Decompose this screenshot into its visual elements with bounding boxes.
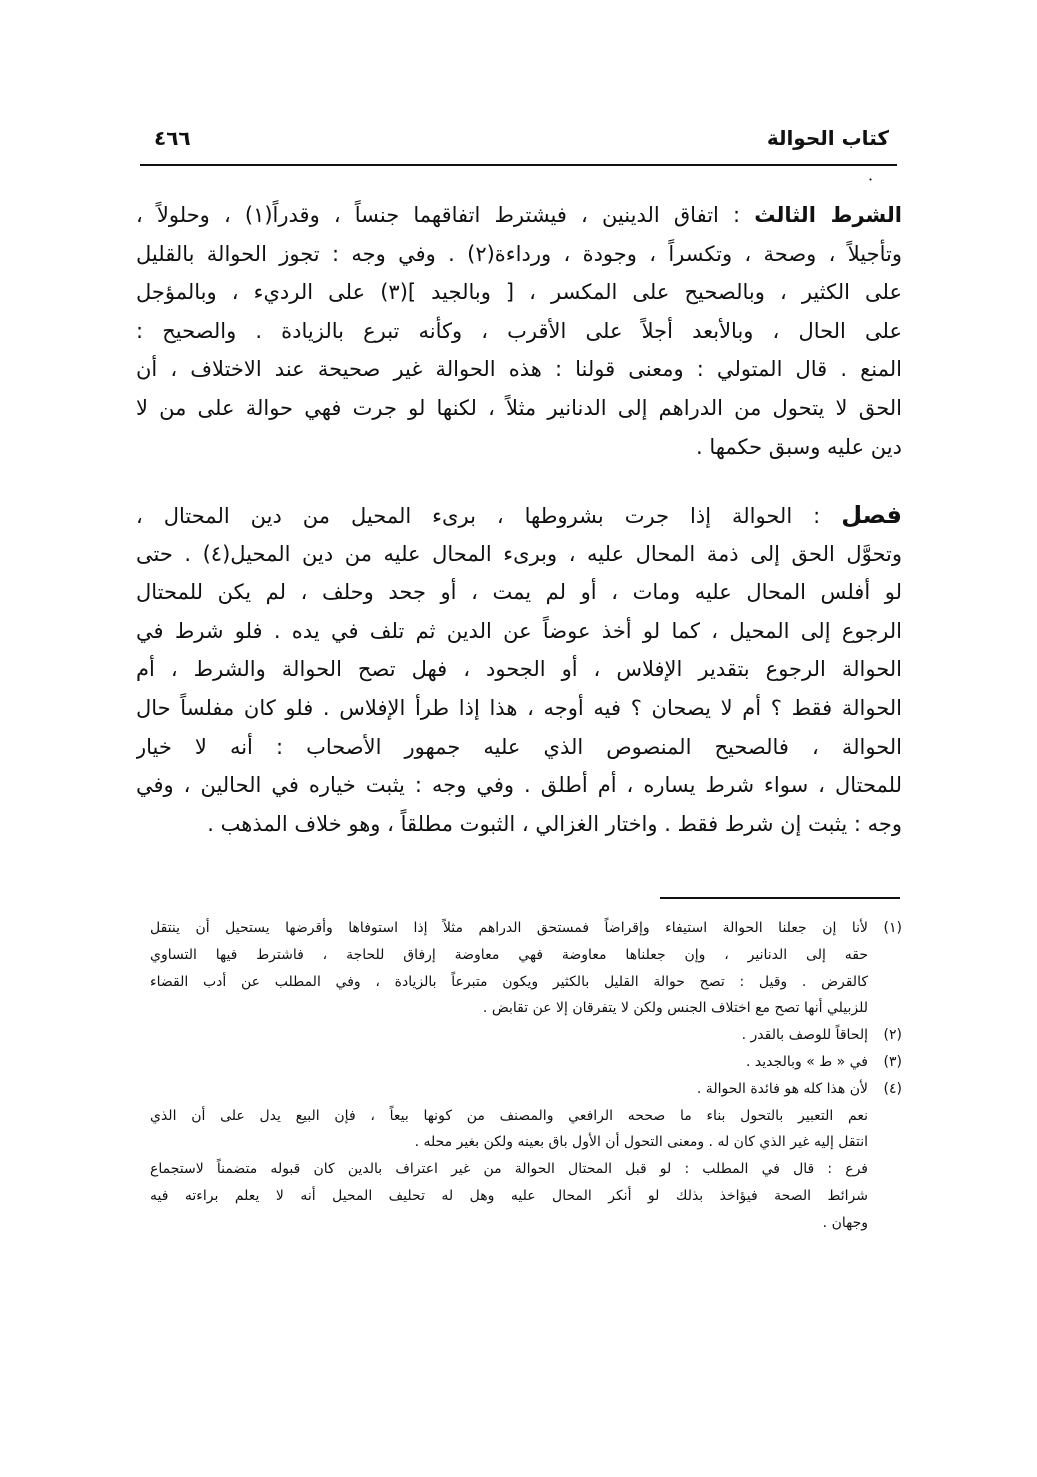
chapter-title: كتاب الحوالة bbox=[766, 126, 889, 150]
footnote-number: (٢) bbox=[883, 1027, 902, 1044]
footnote-4: (٤)لأن هذا كله هو فائدة الحوالة . نعم التعبير بالتحول بناء ما صححه الرافعي والمصنف من كونها بيعاً ، فإن البيع يدل على أن الذي انتقل إليه غير الذي كان له . ومعنى التحول أن الأول باق بعينه ولكن بغير محله . فرع : قال في المطلب : لو قبل المحتال الحوالة من غير اعتراف بالدين كان قبوله متضمناً لاستجماع شرائط الصحة فيؤاخذ بذلك لو أنكر المحال عليه وهل له تحليف المحيل أنه لا يعلم براءته فيه وجهان . bbox=[150, 1076, 902, 1237]
footnote-1: (١)لأنا إن جعلنا الحوالة استيفاء وإقراضاً فمستحق الدراهم مثلاً إذا استوفاها وأقرضها يستحيل أن ينتقل حقه إلى الدنانير ، وإن جعلناها معاوضة فهي معاوضة إرفاق للحاجة ، فاشترط فيها التساوي كالقرض . وقيل : تصح حوالة القليل بالكثير ويكون متبرعاً بالزيادة ، وفي المطلب عن أدب القضاء للزبيلي أنها تصح مع اختلاف الجنس ولكن لا يتفرقان إلا عن تقابض . bbox=[150, 915, 902, 1022]
text-line: على الكثير ، وبالصحيح على المكسر ، [ وبالجيد ](٣) على الرديء ، وبالمؤجل bbox=[136, 280, 902, 305]
text-line: على الحال ، وبالأبعد أجلاً على الأقرب ، وكأنه تبرع بالزيادة . والصحيح : bbox=[136, 318, 902, 343]
footnote-separator bbox=[660, 897, 900, 899]
text-line: وجه : يثبت إن شرط فقط . واختار الغزالي ، الثبوت مطلقاً ، وهو خلاف المذهب . bbox=[207, 811, 902, 836]
footnote-number: (١) bbox=[883, 920, 902, 936]
section-heading: فصل bbox=[841, 501, 902, 529]
text-line: دين عليه وسبق حكمها . bbox=[695, 434, 902, 459]
text-line: الشرط الثالث : اتفاق الدينين ، فيشترط اتفاقهما جنساً ، وقدراً(١) ، وحلولاً ، bbox=[136, 203, 902, 227]
scan-speck: · bbox=[868, 170, 874, 189]
paragraph-conditions bbox=[136, 196, 902, 466]
section-heading: الشرط الثالث bbox=[754, 203, 902, 227]
text-line: للمحتال ، سواء شرط يساره ، أم أطلق . وفي وجه : يثبت خياره في الحالين ، وفي bbox=[136, 773, 902, 798]
text-line: لو أفلس المحال عليه ومات ، أو لم يمت ، أو جحد وحلف ، لم يكن للمحتال bbox=[136, 580, 902, 605]
paragraph-fasl bbox=[136, 496, 902, 843]
text-line: وتأجيلاً ، وصحة ، وتكسراً ، وجودة ، ورداءة(٢) . وفي وجه : تجوز الحوالة بالقليل bbox=[136, 241, 902, 266]
text-line: الحوالة ، فالصحيح المنصوص الذي عليه جمهور الأصحاب : أنه لا خيار bbox=[136, 734, 902, 759]
footnotes bbox=[150, 915, 902, 1237]
text-line: الحوالة فقط ؟ أم لا يصحان ؟ فيه أوجه ، هذا إذا طرأ الإفلاس . فلو كان مفلساً حال bbox=[136, 695, 902, 720]
text-line: الحوالة الرجوع بتقدير الإفلاس ، أو الجحود ، فهل تصح الحوالة والشرط ، أم bbox=[136, 657, 902, 682]
page-number: ٤٦٦ bbox=[154, 126, 191, 150]
footnote-2: (٢)إلحاقاً للوصف بالقدر . bbox=[150, 1022, 902, 1049]
footnote-number: (٤) bbox=[883, 1080, 902, 1097]
text-line: الحق لا يتحول من الدراهم إلى الدنانير مثلاً ، لكنها لو جرت فهي حوالة على من لا bbox=[136, 395, 902, 420]
text-line: فصل : الحوالة إذا جرت بشروطها ، برىء المحيل من دين المحتال ، bbox=[136, 501, 902, 529]
text-line: المنع . قال المتولي : ومعنى قولنا : هذه الحوالة غير صحيحة عند الاختلاف ، أن bbox=[136, 357, 902, 382]
footnote-3: (٣)في « ط » وبالجديد . bbox=[150, 1049, 902, 1076]
running-header bbox=[140, 120, 897, 166]
footnote-number: (٣) bbox=[883, 1053, 902, 1070]
text-line: وتحوَّل الحق إلى ذمة المحال عليه ، وبرىء المحال عليه من دين المحيل(٤) . حتى bbox=[136, 541, 902, 566]
text-line: الرجوع إلى المحيل ، كما لو أخذ عوضاً عن الدين ثم تلف في يده . فلو شرط في bbox=[136, 618, 902, 643]
